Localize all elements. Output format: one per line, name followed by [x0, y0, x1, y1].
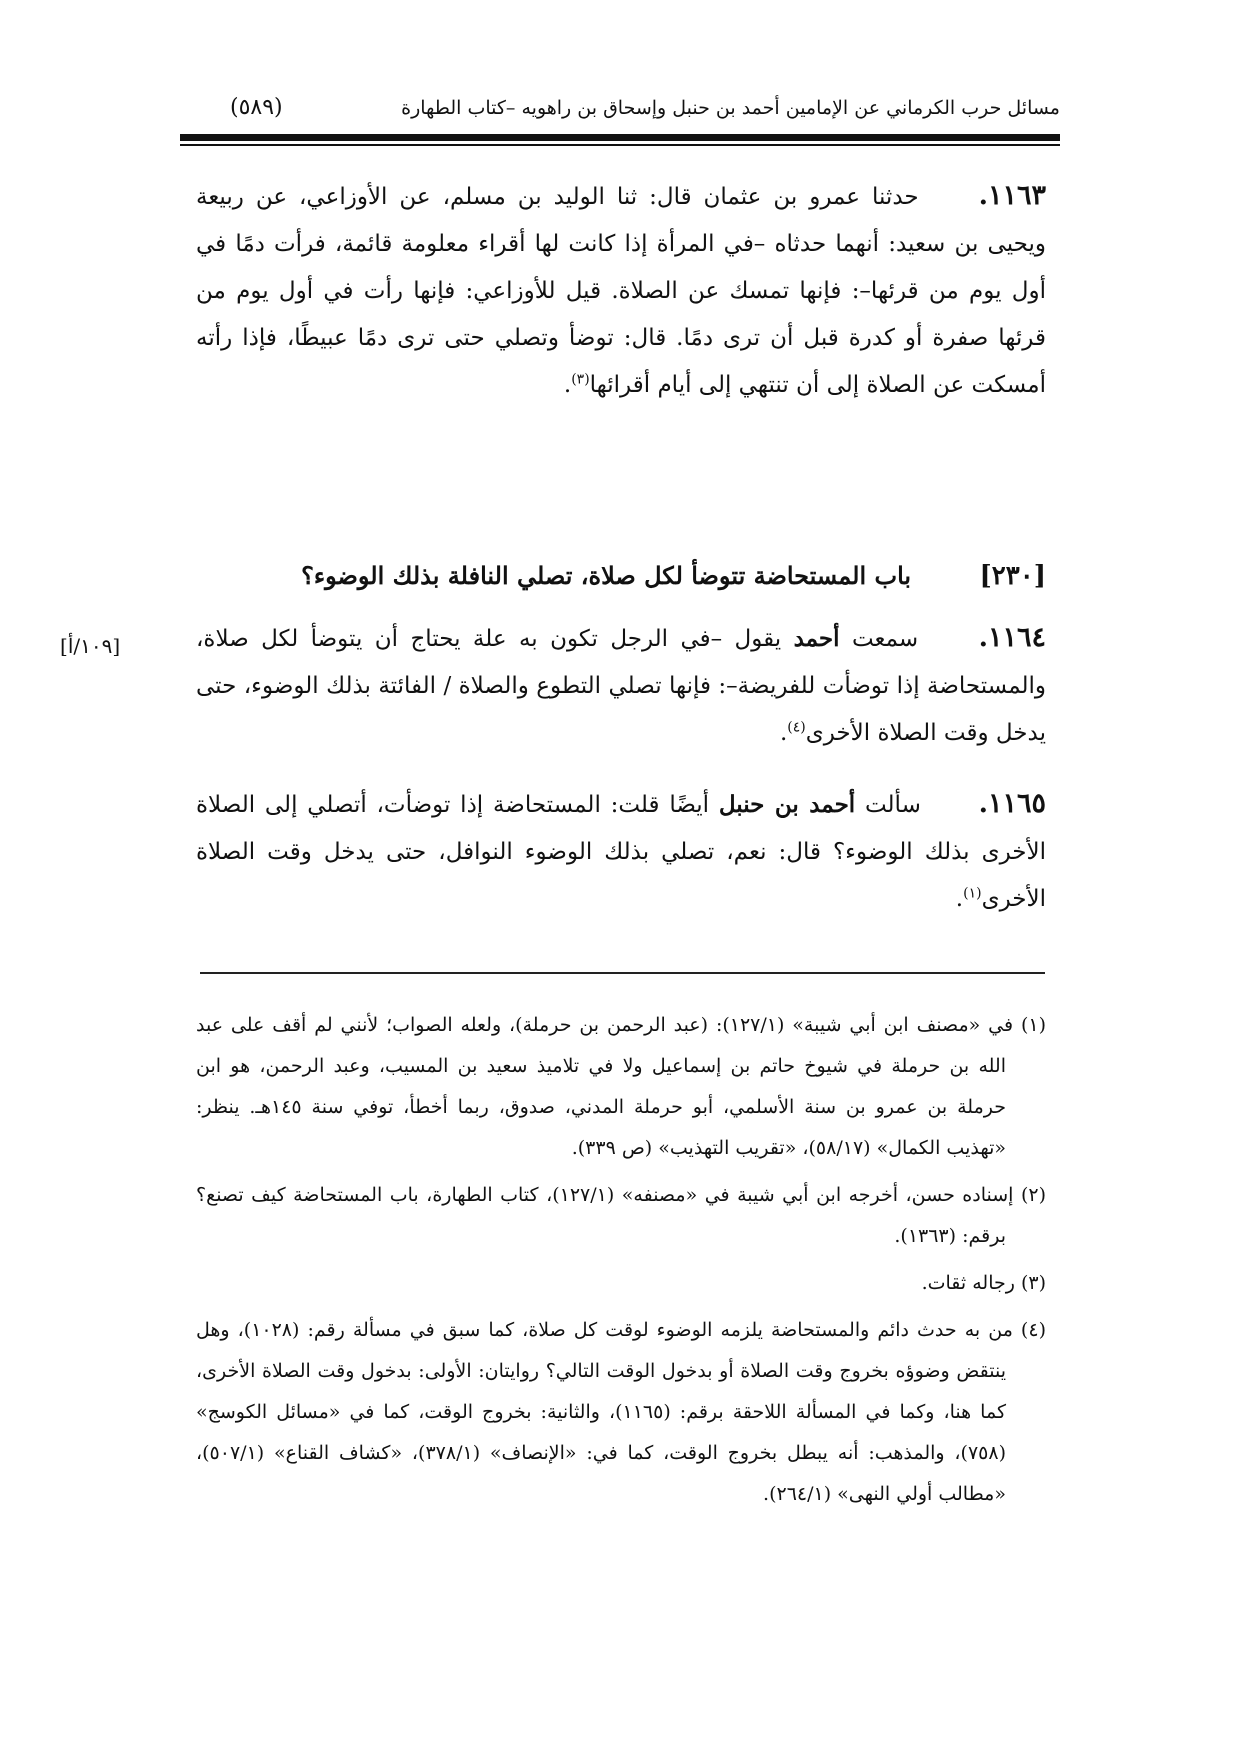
paragraph-bold-name: أحمد	[793, 625, 840, 652]
header-rule-thin	[180, 144, 1060, 146]
paragraph-end: .	[955, 886, 964, 912]
header-rule-thick	[180, 134, 1060, 141]
paragraph-text-before: سألت	[864, 792, 921, 818]
paragraph-1164	[196, 614, 1046, 757]
paragraph-text-before: سمعت	[851, 626, 919, 652]
margin-folio-ref: [١٠٩/أ]	[60, 634, 121, 658]
paragraph-1165	[196, 780, 1046, 923]
paragraph-number: ١١٦٣.	[978, 180, 1046, 211]
footnote-separator	[200, 972, 1045, 974]
footnote-1: (١) في «مصنف ابن أبي شيبة» (١٢٧/١): (عبد الرحمن بن حرملة)، ولعله الصواب؛ لأنني لم أقف على عبد الله بن حرملة في شيوخ حاتم بن إسماعيل ولا في تلاميذ سعيد بن المسيب، وعبد الرحمن، هو ابن حرملة بن عمرو بن سنة الأسلمي، أبو حرملة المدني، صدوق، ربما أخطأ، توفي سنة ١٤٥هـ. ينظر: «تهذيب الكمال» (٥٨/١٧)، «تقريب التهذيب» (ص ٣٣٩).	[196, 1014, 1047, 1159]
chapter-title: باب المستحاضة تتوضأ لكل صلاة، تصلي النافلة بذلك الوضوء؟	[301, 561, 912, 590]
footnote-ref: (٣)	[571, 371, 590, 388]
page-header	[230, 88, 1060, 128]
paragraph-end: .	[563, 372, 572, 398]
paragraph-number: ١١٦٤.	[978, 622, 1047, 653]
footnote-3: (٣) رجاله ثقات.	[921, 1272, 1046, 1294]
paragraph-text-after: أيضًا قلت: المستحاضة إذا توضأت، أتصلي إلى الصلاة الأخرى بذلك الوضوء؟ قال: نعم، تصلي بذلك الوضوء النوافل، حتى يدخل وقت الصلاة الأخرى	[196, 792, 1046, 912]
paragraph-end: .	[779, 720, 788, 746]
paragraph-bold-name: أحمد بن حنبل	[718, 791, 856, 818]
footnote-2: (٢) إسناده حسن، أخرجه ابن أبي شيبة في «مصنفه» (١٢٧/١)، كتاب الطهارة، باب المستحاضة كيف تصنع؟ برقم: (١٣٦٣).	[196, 1184, 1046, 1247]
footnote-ref: (٤)	[787, 719, 806, 736]
footnote-ref: (١)	[963, 885, 982, 902]
running-title: مسائل حرب الكرماني عن الإمامين أحمد بن حنبل وإسحاق بن راهويه –كتاب الطهارة	[401, 97, 1060, 119]
paragraph-1163	[196, 172, 1046, 409]
footnotes	[196, 1005, 1046, 1521]
paragraph-text: حدثنا عمرو بن عثمان قال: ثنا الوليد بن مسلم، عن الأوزاعي، عن ربيعة ويحيى بن سعيد: أنهما حدثاه –في المرأة إذا كانت لها أقراء معلومة قائمة، فرأت دمًا في أول يوم من قرئها–: فإنها تمسك عن الصلاة. قيل للأوزاعي: فإنها رأت في أول يوم من قرئها صفرة أو كدرة قبل أن ترى دمًا. قال: توضأ وتصلي حتى ترى دمًا عبيطًا، فإذا رأته أمسكت عن الصلاة إلى أن تنتهي إلى أيام أقرائها	[196, 184, 1046, 398]
chapter-heading	[196, 556, 1046, 596]
paragraph-number: ١١٦٥.	[978, 788, 1047, 819]
page-number: (٥٨٩)	[230, 95, 283, 120]
paragraph-text-after: يقول –في الرجل تكون به علة يحتاج أن يتوضأ لكل صلاة، والمستحاضة إذا توضأت للفريضة–: فإنها تصلي التطوع والصلاة / الفائتة بذلك الوضوء، حتى يدخل وقت الصلاة الأخرى	[196, 626, 1046, 746]
footnote-4: (٤) من به حدث دائم والمستحاضة يلزمه الوضوء لوقت كل صلاة، كما سبق في مسألة رقم: (١٠٢٨)، وهل ينتقض وضوؤه بخروج وقت الصلاة أو بدخول الوقت التالي؟ روايتان: الأولى: بدخول وقت الصلاة الأخرى، كما هنا، وكما في المسألة اللاحقة برقم: (١١٦٥)، والثانية: بخروج الوقت، كما في «مسائل الكوسج» (٧٥٨)، والمذهب: أنه يبطل بخروج الوقت، كما في: «الإنصاف» (٣٧٨/١)، «كشاف القناع» (٥٠٧/١)، «مطالب أولي النهى» (٢٦٤/١).	[196, 1319, 1046, 1505]
chapter-number: [٢٣٠]	[979, 561, 1046, 591]
